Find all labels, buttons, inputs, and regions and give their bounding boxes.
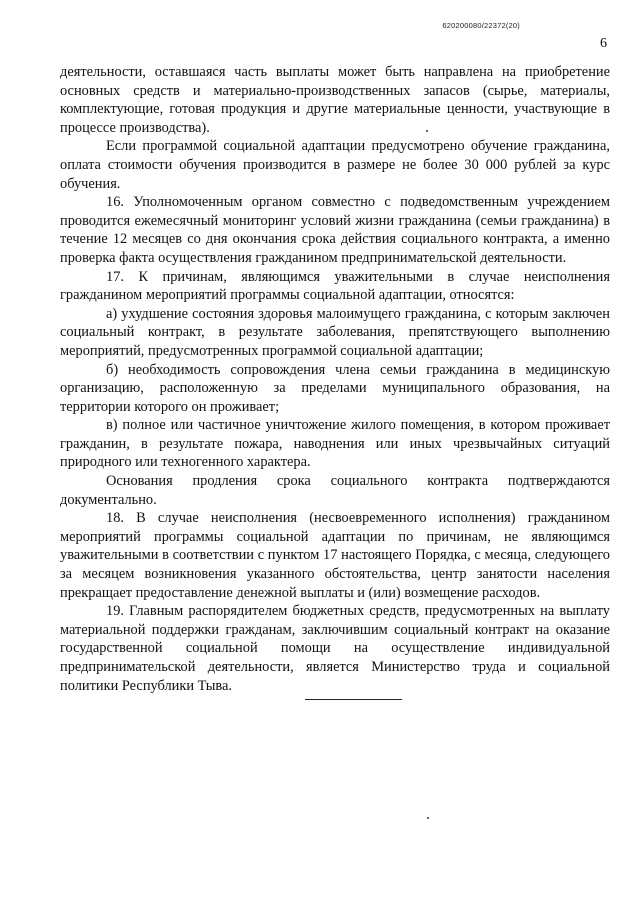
end-separator-line [305, 699, 402, 700]
paragraph-17-item-a: а) ухудшение состояния здоровья малоимущего гражданина, с которым заключен социальный контракт, в результате заболевания, препятствующего выполнению мероприятий, предусмотренных программой социальной адаптации; [60, 305, 610, 359]
paragraph-extension-grounds: Основания продления срока социального контракта подтверждаются документально. [60, 473, 610, 508]
paragraph-19-budget-manager: 19. Главным распорядителем бюджетных средств, предусмотренных на выплату материальной поддержки гражданам, заключившим социальный контракт на оказание государственной социальной помощи на осуществление индивидуальной предпринимательской деятельности, является Министерство труда и социальной политики Республики Тыва. [60, 603, 610, 694]
paragraph-continuation: деятельности, оставшаяся часть выплаты может быть направлена на приобретение основных средств и материально-производственных запасов (сырье, материалы, комплектующие, готовая продукция и другие материальные ценности, участвующие в процессе производства). [60, 64, 610, 136]
paragraph-17-valid-reasons: 17. К причинам, являющимся уважительными в случае неисполнения гражданином мероприятий программы социальной адаптации, относятся: [60, 268, 610, 304]
document-body [60, 63, 610, 695]
document-code: 620200080/22372(20) [442, 21, 520, 30]
scan-speck [427, 817, 429, 819]
paragraph-16-monitoring: 16. Уполномоченным органом совместно с подведомственным учреждением проводится ежемесячный мониторинг условий жизни гражданина (семьи гражданина) в течение 12 месяцев со дня окончания срока действия социального контракта, а именно проверка факта осуществления гражданином предпринимательской деятельности. [60, 194, 610, 266]
scan-speck [426, 130, 428, 132]
paragraph-training-cost: Если программой социальной адаптации предусмотрено обучение гражданина, оплата стоимости обучения производится в размере не более 30 000 рублей за курс обучения. [60, 138, 610, 192]
paragraph-17-item-b: б) необходимость сопровождения члена семьи гражданина в медицинскую организацию, расположенную за пределами муниципального образования, на территории которого он проживает; [60, 361, 610, 415]
paragraph-18-termination: 18. В случае неисполнения (несвоевременного исполнения) гражданином мероприятий программы социальной адаптации по причинам, не являющимся уважительными в соответствии с пунктом 17 настоящего Порядка, с месяца, следующего за месяцем возникновения указанного обстоятельства, центр занятости населения прекращает предоставление денежной выплаты и (или) возмещение расходов. [60, 510, 610, 601]
paragraph-17-item-c: в) полное или частичное уничтожение жилого помещения, в котором проживает гражданин, в результате пожара, наводнения или иных чрезвычайных ситуаций природного или техногенного характера. [60, 417, 610, 471]
page-number: 6 [600, 36, 607, 51]
